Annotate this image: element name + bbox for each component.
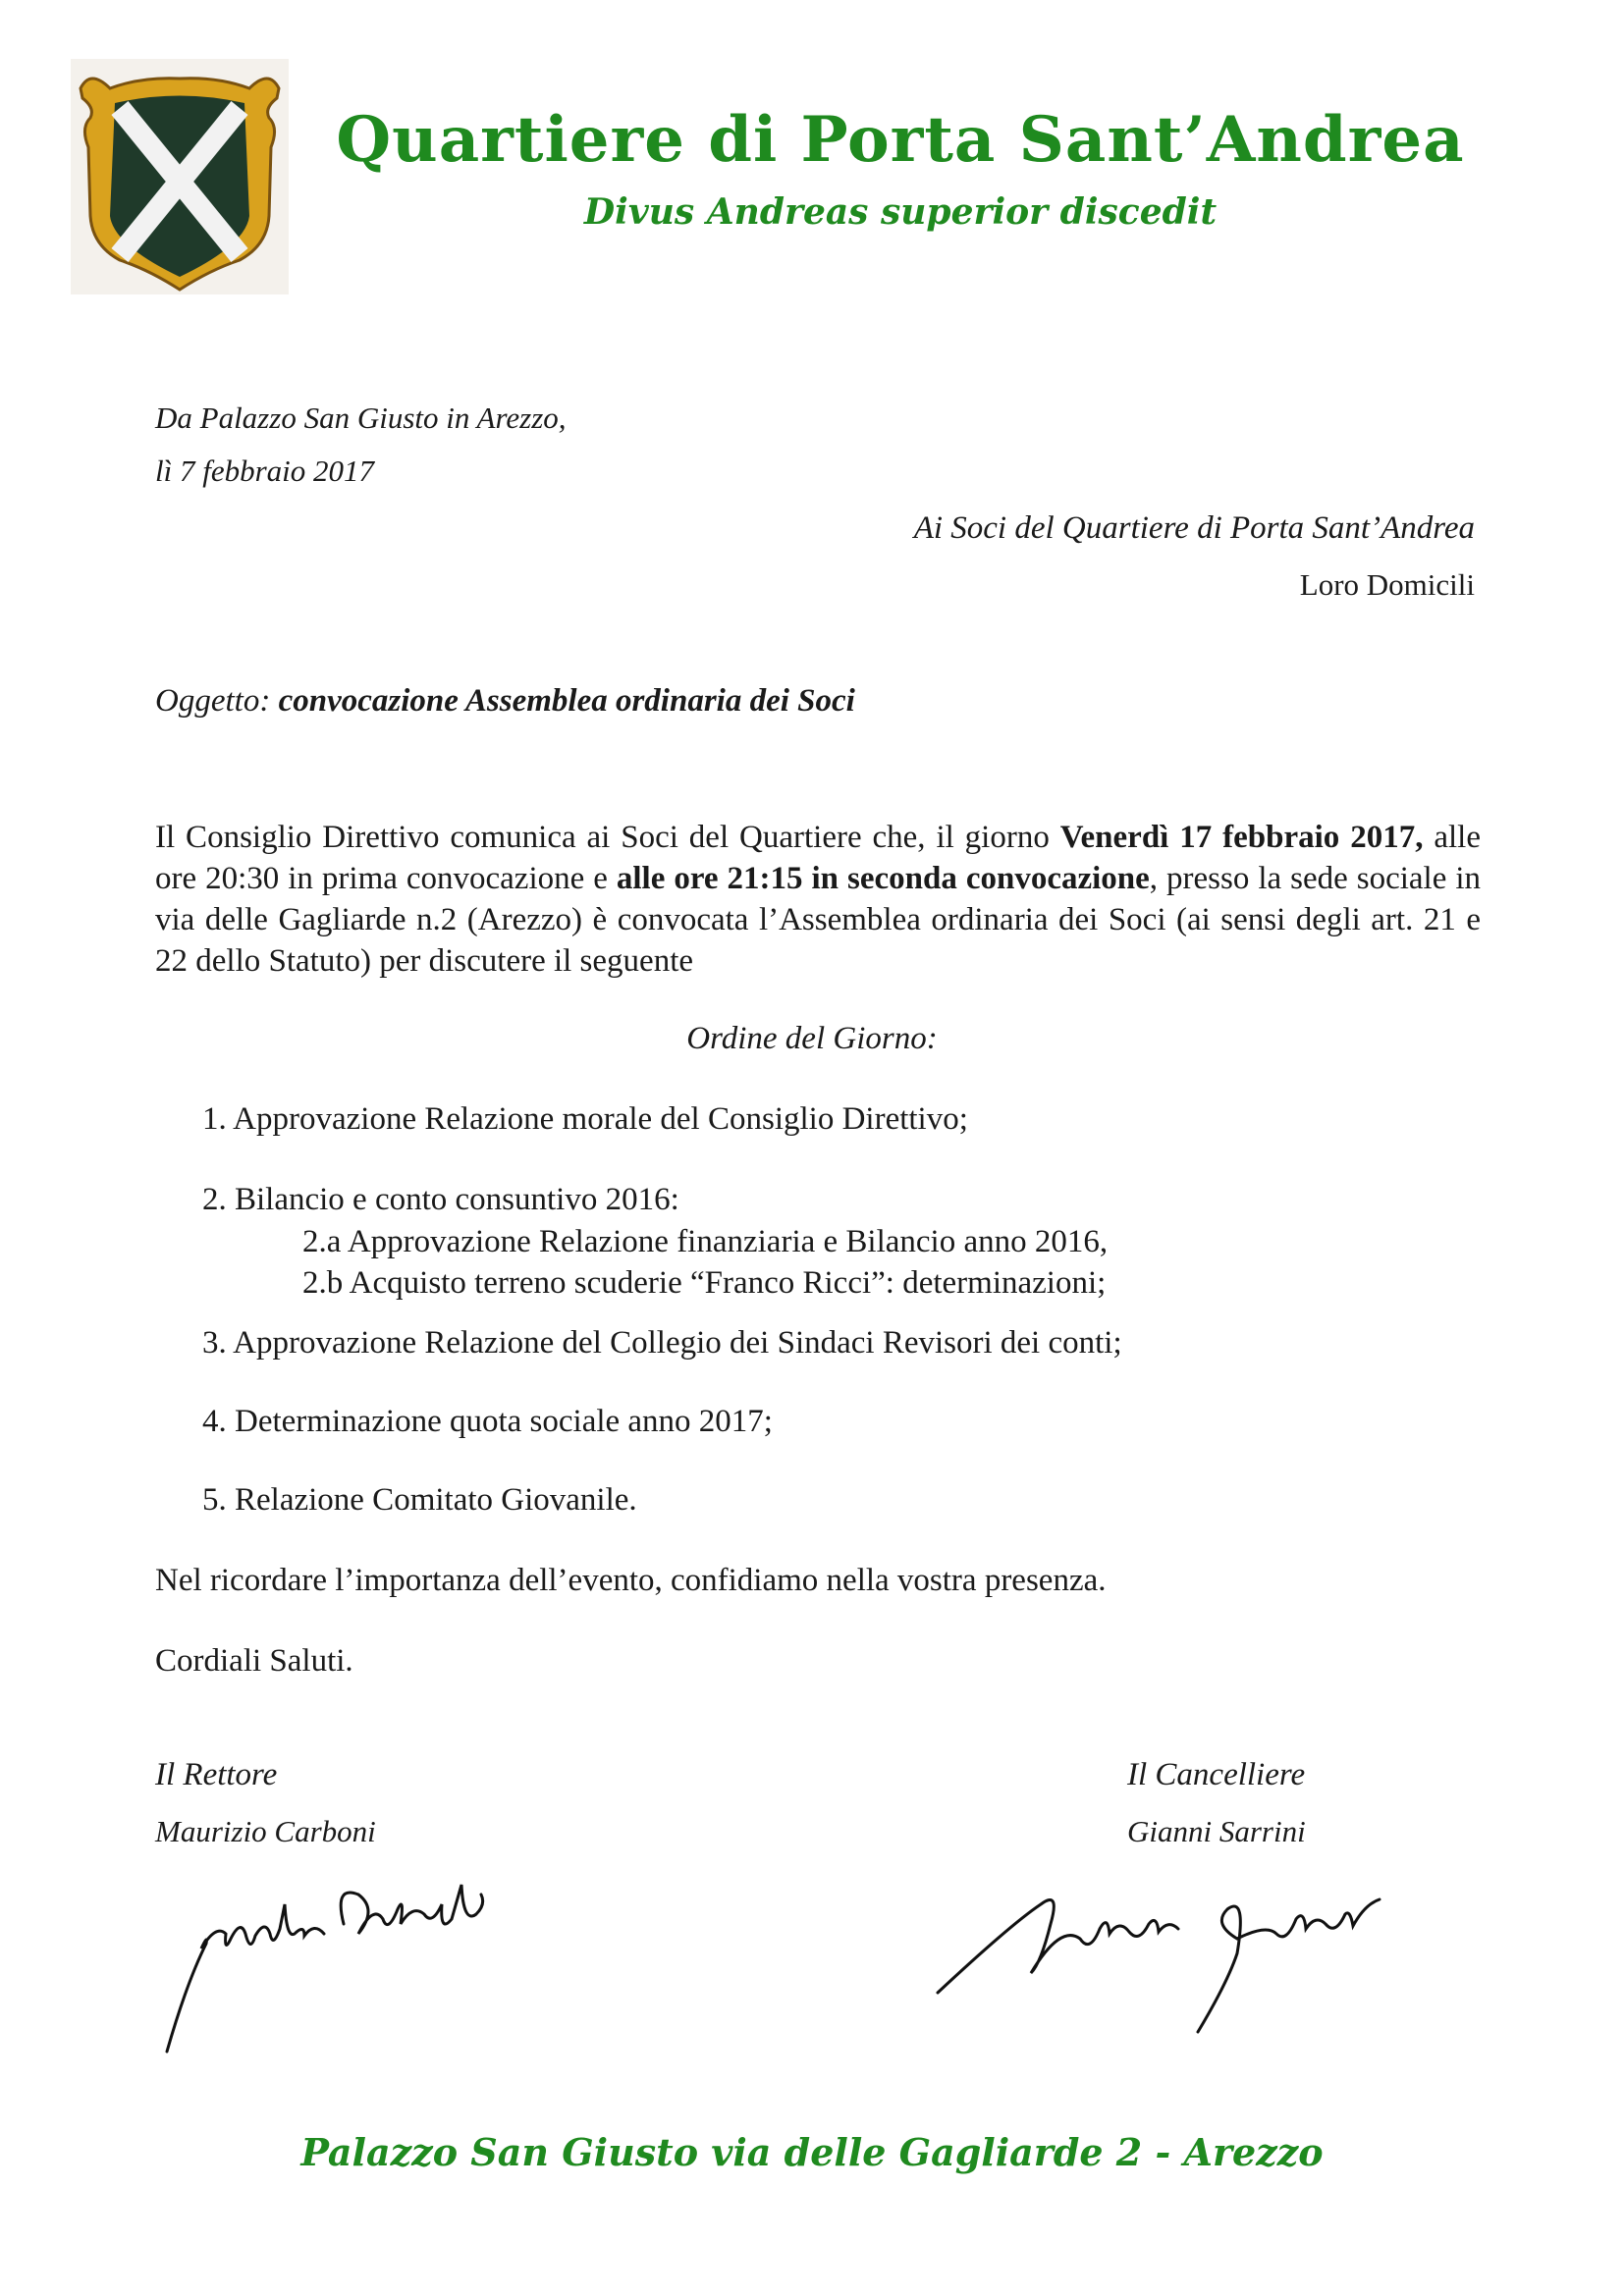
body-text-3: , presso la sede sociale in via delle Gagliarde n.2 (Arezzo) è convocata l’Assemblea ordinaria dei Soci (ai sensi degli art. 21 e 22 dello Statuto) per discutere il seguente [155, 861, 1482, 979]
crest-logo [71, 59, 289, 294]
signer-right-role: Il Cancelliere [1127, 1757, 1306, 1792]
signer-right-name: Gianni Sarrini [1127, 1814, 1306, 1848]
letter-body [155, 817, 1481, 982]
closing-sentence: Nel ricordare l’importanza dell’evento, confidiamo nella vostra presenza. [155, 1563, 1107, 1598]
agenda-item-4: 4. Determinazione quota sociale anno 2017; [202, 1404, 773, 1439]
subject-text: convocazione Assemblea ordinaria dei Soci [278, 683, 855, 719]
body-bold-time: alle ore 21:15 in seconda convocazione [616, 861, 1150, 896]
body-bold-date: Venerdì 17 febbraio 2017, [1059, 820, 1424, 855]
agenda-item-1: 1. Approvazione Relazione morale del Consiglio Direttivo; [202, 1101, 968, 1137]
letter-recipient-line2: Loro Domicili [1299, 567, 1475, 602]
agenda-item-3: 3. Approvazione Relazione del Collegio dei Sindaci Revisori dei conti; [202, 1325, 1122, 1361]
signature-right-image [933, 1865, 1424, 2052]
body-text-1: Il Consiglio Direttivo comunica ai Soci del Quartiere che, il giorno [155, 820, 1060, 855]
letter-recipient: Ai Soci del Quartiere di Porta Sant’Andrea [913, 510, 1475, 546]
footer-address: Palazzo San Giusto via delle Gagliarde 2 - Arezzo [300, 2130, 1324, 2174]
letterhead-title: Quartiere di Porta Sant’Andrea [336, 103, 1465, 177]
signature-left-image [147, 1865, 599, 2061]
greetings: Cordiali Saluti. [155, 1643, 353, 1679]
letter-subject [155, 683, 855, 720]
letter-place: Da Palazzo San Giusto in Arezzo, [155, 400, 567, 435]
agenda-item-5: 5. Relazione Comitato Giovanile. [202, 1482, 637, 1518]
agenda-item-2: 2. Bilancio e conto consuntivo 2016: [202, 1182, 679, 1217]
letterhead-motto: Divus Andreas superior discedit [583, 191, 1218, 233]
signer-left-name: Maurizio Carboni [155, 1814, 376, 1848]
agenda-subitem-2a: 2.a Approvazione Relazione finanziaria e Bilancio anno 2016, [302, 1224, 1109, 1259]
body-text-2: alle ore 20:30 in prima convocazione e [155, 820, 1481, 896]
subject-label: Oggetto: [155, 683, 271, 719]
crest-shield-icon [71, 59, 289, 294]
agenda-subitem-2b: 2.b Acquisto terreno scuderie “Franco Ricci”: determinazioni; [302, 1265, 1107, 1301]
agenda-title: Ordine del Giorno: [686, 1021, 938, 1056]
signer-left-role: Il Rettore [155, 1757, 278, 1792]
letter-date: lì 7 febbraio 2017 [155, 454, 375, 488]
